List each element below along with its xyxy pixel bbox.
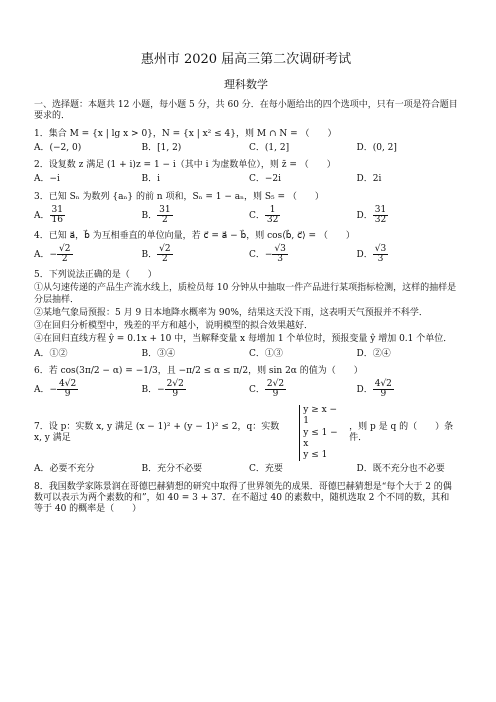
question-3 — [34, 192, 458, 225]
option-a: A．必要不充分 — [34, 464, 95, 475]
fraction — [157, 206, 172, 225]
numerator: 4√2 — [374, 379, 392, 389]
option-d: D．既不充分也不必要 — [356, 464, 445, 475]
fraction — [57, 380, 78, 399]
denominator: 2 — [161, 214, 168, 225]
option-d: D．②④ — [356, 348, 391, 359]
denominator: 9 — [380, 389, 387, 399]
question-stem: 3．已知 Sₙ 为数列 {aₙ} 的前 n 项和，Sₙ = 1 − aₙ，则 S₅ = （ ） — [34, 191, 324, 202]
numerator: 2√2 — [266, 379, 285, 389]
fraction — [50, 206, 65, 225]
denominator: 32 — [374, 214, 387, 225]
fraction — [373, 206, 388, 225]
option-a: A．①② — [34, 348, 68, 359]
option-label: D． — [356, 250, 373, 260]
question-6 — [34, 366, 458, 399]
question-stem: 6．若 cos(3π/2 − α) = −1/3，且 −π/2 ≤ α ≤ π/2，则 sin 2α 的值为（ ） — [34, 365, 363, 376]
options-row — [34, 174, 458, 185]
system-line: y ≤ 1 — [303, 450, 328, 460]
numerator: 31 — [374, 204, 387, 215]
option-b: B．[1, 2) — [141, 142, 182, 153]
numerator: √2 — [159, 244, 171, 254]
denominator: 3 — [277, 254, 284, 264]
denominator: 9 — [64, 389, 71, 399]
options-row — [34, 206, 458, 225]
option-d — [357, 380, 459, 399]
option-label: A． — [34, 210, 50, 221]
denominator: 16 — [51, 214, 63, 225]
option-b: B．充分不必要 — [141, 464, 203, 475]
option-a: A．(−2, 0) — [34, 142, 82, 153]
numerator: 2√2 — [166, 379, 184, 389]
inequality-system — [299, 405, 341, 461]
denominator: 9 — [172, 389, 179, 399]
section-intro: 一、选择题：本题共 12 小题，每小题 5 分，共 60 分．在每小题给出的四个选项中，只有一项是符合题目要求的． — [34, 100, 458, 122]
numerator: 4√2 — [59, 379, 77, 389]
option-label: D． — [356, 210, 373, 221]
question-7 — [34, 405, 458, 476]
option-d: D．(0, 2] — [356, 142, 397, 153]
denominator: 9 — [272, 389, 279, 399]
option-a — [34, 206, 136, 225]
fraction — [272, 245, 287, 264]
stem-part-b: ，则 p 是 q 的（ ）条件． — [349, 421, 454, 444]
option-label: C． — [249, 210, 265, 221]
option-label: C．− — [249, 250, 273, 260]
question-4 — [34, 231, 458, 264]
system-line: y ≤ 1 − x — [303, 427, 338, 449]
denominator: 2 — [161, 254, 168, 264]
option-b — [142, 245, 244, 264]
statement-1: ①从匀速传递的产品生产流水线上，质检员每 10 分钟从中抽取一件产品进行某项指标检测，这样的抽样是分层抽样． — [34, 283, 457, 305]
option-d — [357, 245, 459, 264]
option-c: C．(1, 2] — [249, 142, 290, 153]
numerator: 1 — [265, 206, 280, 216]
options-row — [34, 245, 458, 264]
option-c: C．①③ — [249, 348, 283, 359]
option-b — [142, 206, 244, 225]
stem-part-a: 7．设 p：实数 x, y 满足 (x − 1)² + (y − 1)² ≤ 2，q：实数 x, y 满足 — [34, 421, 280, 444]
option-d: D．2i — [356, 174, 382, 185]
option-c: C．充要 — [249, 464, 283, 475]
option-b: B．i — [141, 174, 160, 185]
options-row — [34, 349, 458, 360]
question-stem: 2．设复数 z 满足 (1 + i)z = 1 − i（其中 i 为虚数单位），则 z̄ = （ ） — [34, 160, 336, 170]
question-stem: 1．集合 M = {x | lg x > 0}，N = {x | x² ≤ 4}，则 M ∩ N = （ ） — [34, 128, 337, 139]
system-line: y ≥ x − 1 — [303, 405, 338, 427]
option-a — [34, 380, 136, 399]
fraction — [157, 245, 172, 264]
fraction — [57, 245, 72, 264]
options-row — [34, 380, 458, 399]
question-stem: 5．下列说法正确的是（ ） — [34, 270, 157, 280]
option-b: B．③④ — [141, 348, 176, 359]
page-title: 惠州市 2020 届高三第二次调研考试 — [140, 52, 352, 67]
fraction — [373, 380, 394, 399]
question-5 — [34, 270, 458, 360]
option-label: B． — [141, 250, 158, 260]
option-label: B．− — [141, 385, 165, 395]
option-label: D． — [356, 385, 373, 395]
denominator: 3 — [377, 254, 384, 264]
option-a — [34, 245, 136, 264]
numerator: √3 — [374, 244, 387, 254]
numerator: √2 — [59, 244, 71, 254]
statement-3: ③在回归分析模型中，残差的平方和越小，说明模型的拟合效果越好． — [34, 321, 314, 331]
question-stem: 8．我国数学家陈景润在哥德巴赫猜想的研究中取得了世界领先的成果．哥德巴赫猜想是“每个大于 2 的偶数可以表示为两个素数的和”，如 40 = 3 + 37．在不超过 40 的素数中，随机选取 2 个不同的数，其和等于 40 的概率是（ ） — [34, 481, 452, 514]
question-1 — [34, 129, 458, 155]
option-c: C．−2i — [249, 174, 282, 185]
option-b — [142, 380, 244, 399]
numerator: √3 — [274, 244, 286, 254]
statement-2: ②某地气象局预报：5 月 9 日本地降水概率为 90%，结果这天没下雨，这表明天气预报并不科学． — [34, 307, 428, 318]
denominator: 32 — [266, 214, 279, 225]
fraction — [373, 245, 388, 264]
option-a: A．−i — [34, 174, 60, 185]
question-8 — [34, 482, 458, 516]
question-stem: 4．已知 a⃗，b⃗ 为互相垂直的单位向量，若 c⃗ = a⃗ − b⃗，则 cos⟨b⃗, c⃗⟩ = （ ） — [34, 230, 355, 241]
fraction — [165, 380, 186, 399]
question-2 — [34, 160, 458, 186]
option-c — [249, 206, 351, 225]
option-label: B． — [141, 210, 158, 221]
denominator: 2 — [61, 254, 68, 264]
option-label: C． — [249, 385, 265, 395]
option-c — [249, 245, 351, 264]
options-row — [34, 143, 458, 154]
numerator: 31 — [51, 204, 63, 215]
numerator: 31 — [159, 204, 171, 215]
fraction — [265, 206, 280, 225]
option-c — [249, 380, 351, 399]
question-stem — [34, 405, 458, 461]
page-subtitle: 理科数学 — [224, 78, 268, 92]
fraction — [265, 380, 286, 399]
option-label: A．− — [34, 250, 58, 260]
option-d — [357, 206, 459, 225]
statement-4: ④在回归直线方程 ŷ = 0.1x + 10 中，当解释变量 x 每增加 1 个单位时，预报变量 ŷ 增加 0.1 个单位． — [34, 334, 453, 345]
options-row — [34, 464, 458, 475]
option-label: A．− — [34, 385, 58, 395]
